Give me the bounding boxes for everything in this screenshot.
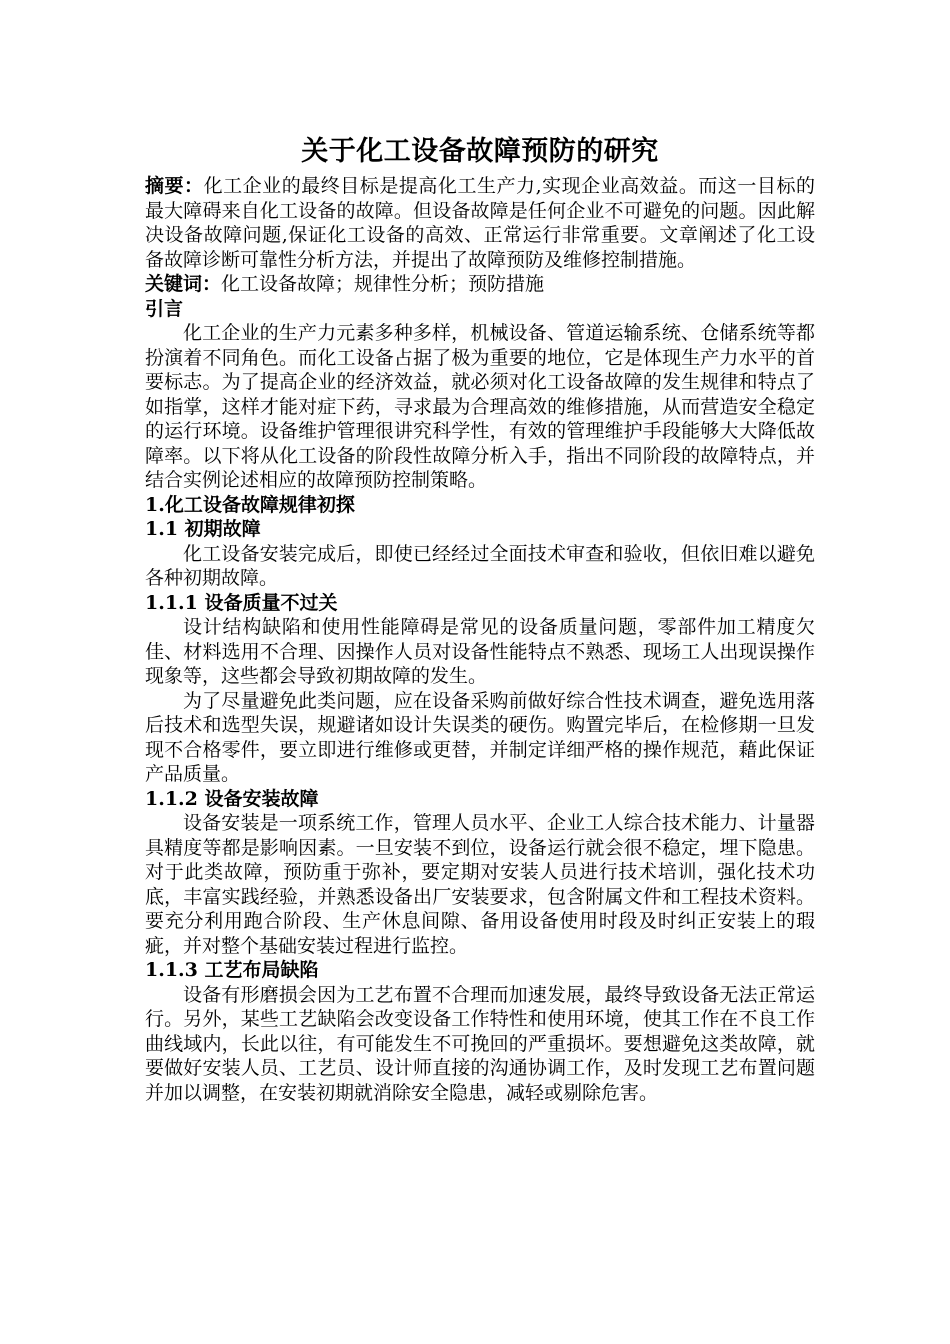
- keywords-text: 化工设备故障；规律性分析；预防措施: [221, 273, 545, 295]
- section-1-heading: 1.化工设备故障规律初探: [145, 493, 355, 516]
- keywords-label: 关键词：: [145, 273, 222, 295]
- section-1-1-3-paragraph: 设备有形磨损会因为工艺布置不合理而加速发展，最终导致设备无法正常运行。另外，某些工艺缺陷会改变设备工作特性和使用环境，使其工作在不良工作曲线域内，长此以往，有可能发生不可挽回的严重损坏。要想避免这类故障，就要做好安装人员、工艺员、设计师直接的沟通协调工作，及时发现工艺布置问题并加以调整，在安装初期就消除安全隐患，减轻或剔除危害。: [145, 983, 815, 1104]
- intro-heading: 引言: [145, 297, 184, 320]
- section-1-1-heading: 1.1 初期故障: [145, 518, 261, 540]
- section-1-1-1-heading: 1.1.1 设备质量不过关: [145, 591, 338, 614]
- document-page: [145, 132, 815, 1105]
- section-1-1-1-paragraph-1: 设计结构缺陷和使用性能障碍是常见的设备质量问题，零部件加工精度欠佳、材料选用不合理、因操作人员对设备性能特点不熟悉、现场工人出现误操作现象等，这些都会导致初期故障的发生。: [145, 616, 815, 687]
- section-1-1-2-heading: 1.1.2 设备安装故障: [145, 787, 319, 810]
- section-1-1-paragraph: 化工设备安装完成后，即使已经经过全面技术审查和验收，但依旧难以避免各种初期故障。: [145, 542, 815, 589]
- section-1-1-1-paragraph-2: 为了尽量避免此类问题，应在设备采购前做好综合性技术调查，避免选用落后技术和选型失误，规避诸如设计失误类的硬伤。购置完毕后，在检修期一旦发现不合格零件，要立即进行维修或更替，并制定详细严格的操作规范，藉此保证产品质量。: [145, 689, 815, 785]
- keywords-paragraph: [145, 272, 815, 297]
- section-1-1-3-heading: 1.1.3 工艺布局缺陷: [145, 959, 319, 981]
- abstract-paragraph: [145, 174, 815, 272]
- intro-paragraph: 化工企业的生产力元素多种多样，机械设备、管道运输系统、仓储系统等都扮演着不同角色。而化工设备占据了极为重要的地位，它是体现生产力水平的首要标志。为了提高企业的经济效益，就必须对化工设备故障的发生规律和特点了如指掌，这样才能对症下药，寻求最为合理高效的维修措施，从而营造安全稳定的运行环境。设备维护管理很讲究科学性，有效的管理维护手段能够大大降低故障率。以下将从化工设备的阶段性故障分析入手，指出不同阶段的故障特点，并结合实例论述相应的故障预防控制策略。: [145, 322, 815, 491]
- section-1-1-2-paragraph: 设备安装是一项系统工作，管理人员水平、企业工人综合技术能力、计量器具精度等都是影响因素。一旦安装不到位，设备运行就会很不稳定，埋下隐患。对于此类故障，预防重于弥补，要定期对安装人员进行技术培训，强化技术功底，丰富实践经验，并熟悉设备出厂安装要求，包含附属文件和工程技术资料。要充分利用跑合阶段、生产休息间隙、备用设备使用时段及时纠正安装上的瑕疵，并对整个基础安装过程进行监控。: [145, 812, 815, 957]
- abstract-text: 化工企业的最终目标是提高化工生产力,实现企业高效益。而这一目标的最大障碍来自化工设备的故障。但设备故障是任何企业不可避免的问题。因此解决设备故障问题,保证化工设备的高效、正常运行非常重要。文章阐述了化工设备故障诊断可靠性分析方法，并提出了故障预防及维修控制措施。: [145, 175, 815, 271]
- document-title: 关于化工设备故障预防的研究: [301, 136, 659, 167]
- abstract-label: 摘要：: [145, 175, 204, 197]
